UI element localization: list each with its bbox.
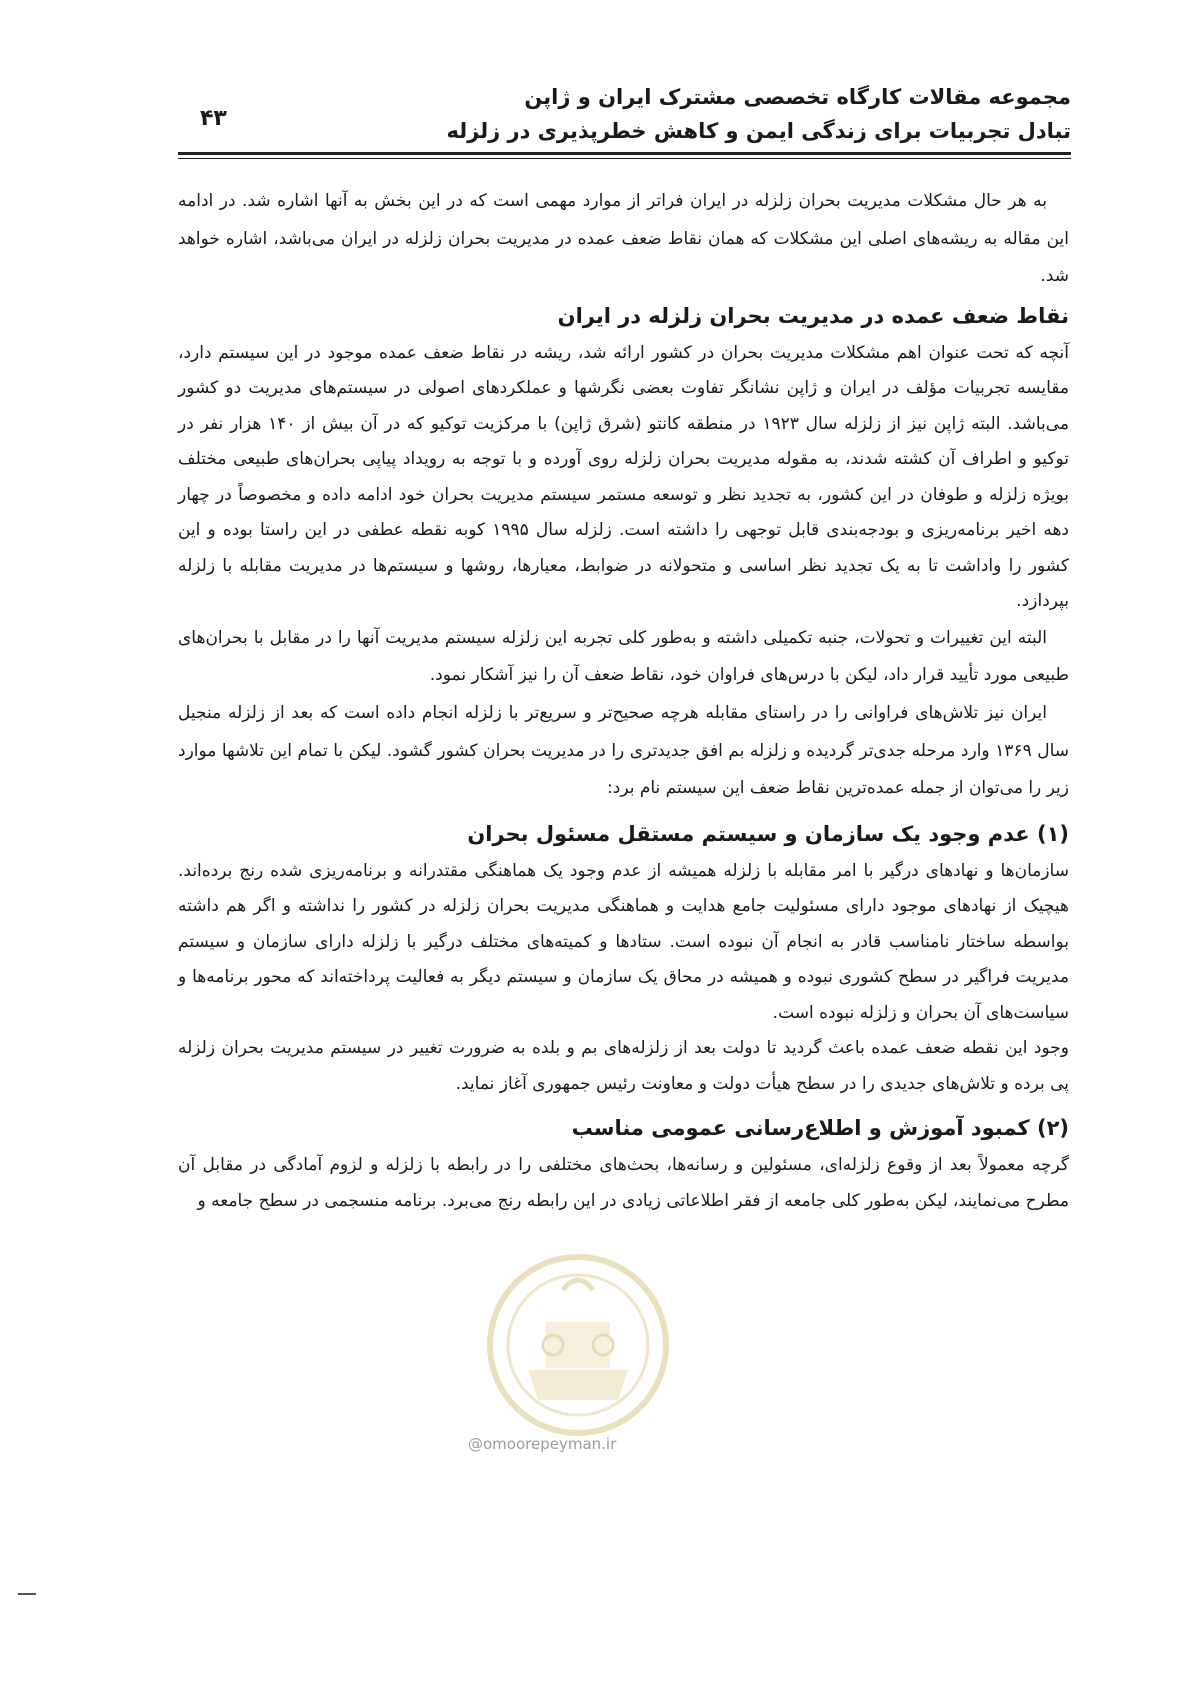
page-body bbox=[178, 183, 1069, 1219]
paragraph-public-awareness: گرچه معمولاً بعد از وقوع زلزله‌ای، مسئولین و رسانه‌ها، بحث‌های مختلفی را در رابطه با زلزله و لزوم آمادگی در مقابل آن مطرح می‌نمایند، لیکن به‌طور کلی جامعه از فقر اطلاعاتی زیادی در این رابطه رنج می‌برد. برنامه منسجمی در سطح جامعه و bbox=[178, 1155, 1069, 1211]
paragraph-changes: البته این تغییرات و تحولات، جنبه تکمیلی داشته و به‌طور کلی تجربه این زلزله سیستم مدیریت آنها را در مقابل با بحران‌های طبیعی مورد تأیید قرار داد، لیکن با درس‌های فراوان خود، نقاط ضعف آن را نیز آشکار نمود. bbox=[178, 627, 1069, 686]
page-number: ۴۳ bbox=[200, 106, 227, 131]
header-title-line-2: تبادل تجربیات برای زندگی ایمن و کاهش خطرپذیری در زلزله bbox=[446, 119, 1071, 143]
watermark-seal-icon bbox=[458, 1250, 698, 1440]
section-heading-weaknesses: نقاط ضعف عمده در مدیریت بحران زلزله در ایران bbox=[557, 303, 1069, 328]
page-header bbox=[170, 80, 1071, 155]
header-divider bbox=[178, 152, 1071, 155]
paragraph-government-response: وجود این نقطه ضعف عمده باعث گردید تا دولت بعد از زلزله‌های بم و بلده به ضرورت تغییر در سیستم مدیریت بحران زلزله پی برده و تلاش‌های جدیدی را در سطح هیأت دولت و معاونت رئیس جمهوری آغاز نماید. bbox=[178, 1038, 1069, 1094]
margin-mark bbox=[18, 1593, 36, 1595]
header-divider-thin bbox=[178, 158, 1071, 159]
subheading-independent-system: (۱) عدم وجود یک سازمان و سیستم مستقل مسئول بحران bbox=[467, 821, 1069, 846]
paragraph-intro: به هر حال مشکلات مدیریت بحران زلزله در ایران فراتر از موارد مهمی است که در این بخش به آنها اشاره شد. در ادامه این مقاله به ریشه‌های اصلی این مشکلات که همان نقاط ضعف عمده در مدیریت بحران زلزله در ایران می‌باشد، اشاره خواهد شد. bbox=[178, 191, 1069, 287]
paragraph-comparison: آنچه که تحت عنوان اهم مشکلات مدیریت بحران در کشور ارائه شد، ریشه در نقاط ضعف عمده موجود در این سیستم دارد، مقایسه تجربیات مؤلف در ایران و ژاپن نشانگر تفاوت بعضی نگرشها و عملکردهای اصولی در سیستم‌های مدیریت دو کشور می‌باشد. البته ژاپن نیز از زلزله سال ۱۹۲۳ در منطقه کانتو (شرق ژاپن) با مرکزیت توکیو که در آن بیش از ۱۴۰ هزار نفر در توکیو و اطراف آن کشته شدند، به مقوله مدیریت بحران زلزله روی آورده و با توجه به رویداد پیاپی بحران‌های طبیعی مختلف بویژه زلزله و طوفان در این کشور، به تجدید نظر و توسعه مستمر سیستم مدیریت بحران خود ادامه داده و مخصوصاً در چهار دهه اخیر برنامه‌ریزی و بودجه‌بندی قابل توجهی را داشته است. زلزله سال ۱۹۹۵ کوبه نقطه عطفی در این راستا بوده و این کشور را واداشت تا به یک تجدید نظر اساسی و متحولانه در ضوابط، معیارها، روشها و سیستم‌ها در مدیریت مقابله با زلزله بپردازد. bbox=[178, 342, 1070, 612]
watermark-url: @omoorepeyman.ir bbox=[468, 1435, 617, 1453]
paragraph-organizations: سازمان‌ها و نهادهای درگیر با امر مقابله با زلزله همیشه از عدم وجود یک هماهنگی مقتدرانه و برنامه‌ریزی شده رنج برده‌اند. هیچیک از نهادهای موجود دارای مسئولیت جامع هدایت و هماهنگی مدیریت بحران زلزله در کشور را نداشته و اگر هم داشته بواسطه ساختار نامناسب قادر به انجام آن نبوده است. ستادها و کمیته‌های مختلف درگیر با زلزله دارای سازمان و سیستم مدیریت فراگیر در سطح کشوری نبوده و همیشه در محاق یک سازمان و سیستم دیگر به فعالیت پرداخته‌اند که محور برنامه‌ها و سیاست‌های آن بحران و زلزله نبوده است. bbox=[178, 860, 1069, 1023]
paragraph-iran-efforts: ایران نیز تلاش‌های فراوانی را در راستای مقابله هرچه صحیح‌تر و سریع‌تر با زلزله انجام داده است که بعد از زلزله منجیل سال ۱۳۶۹ وارد مرحله جدی‌تر گردیده و زلزله بم افق جدیدتری را در مدیریت بحران کشور گشود. لیکن با تمام این تلاشها موارد زیر را می‌توان از جمله عمده‌ترین نقاط ضعف این سیستم نام برد: bbox=[178, 702, 1069, 799]
subheading-public-education: (۲) کمبود آموزش و اطلاع‌رسانی عمومی مناسب bbox=[571, 1116, 1069, 1141]
header-title-line-1: مجموعه مقالات کارگاه تخصصی مشترک ایران و ژاپن bbox=[524, 85, 1071, 109]
